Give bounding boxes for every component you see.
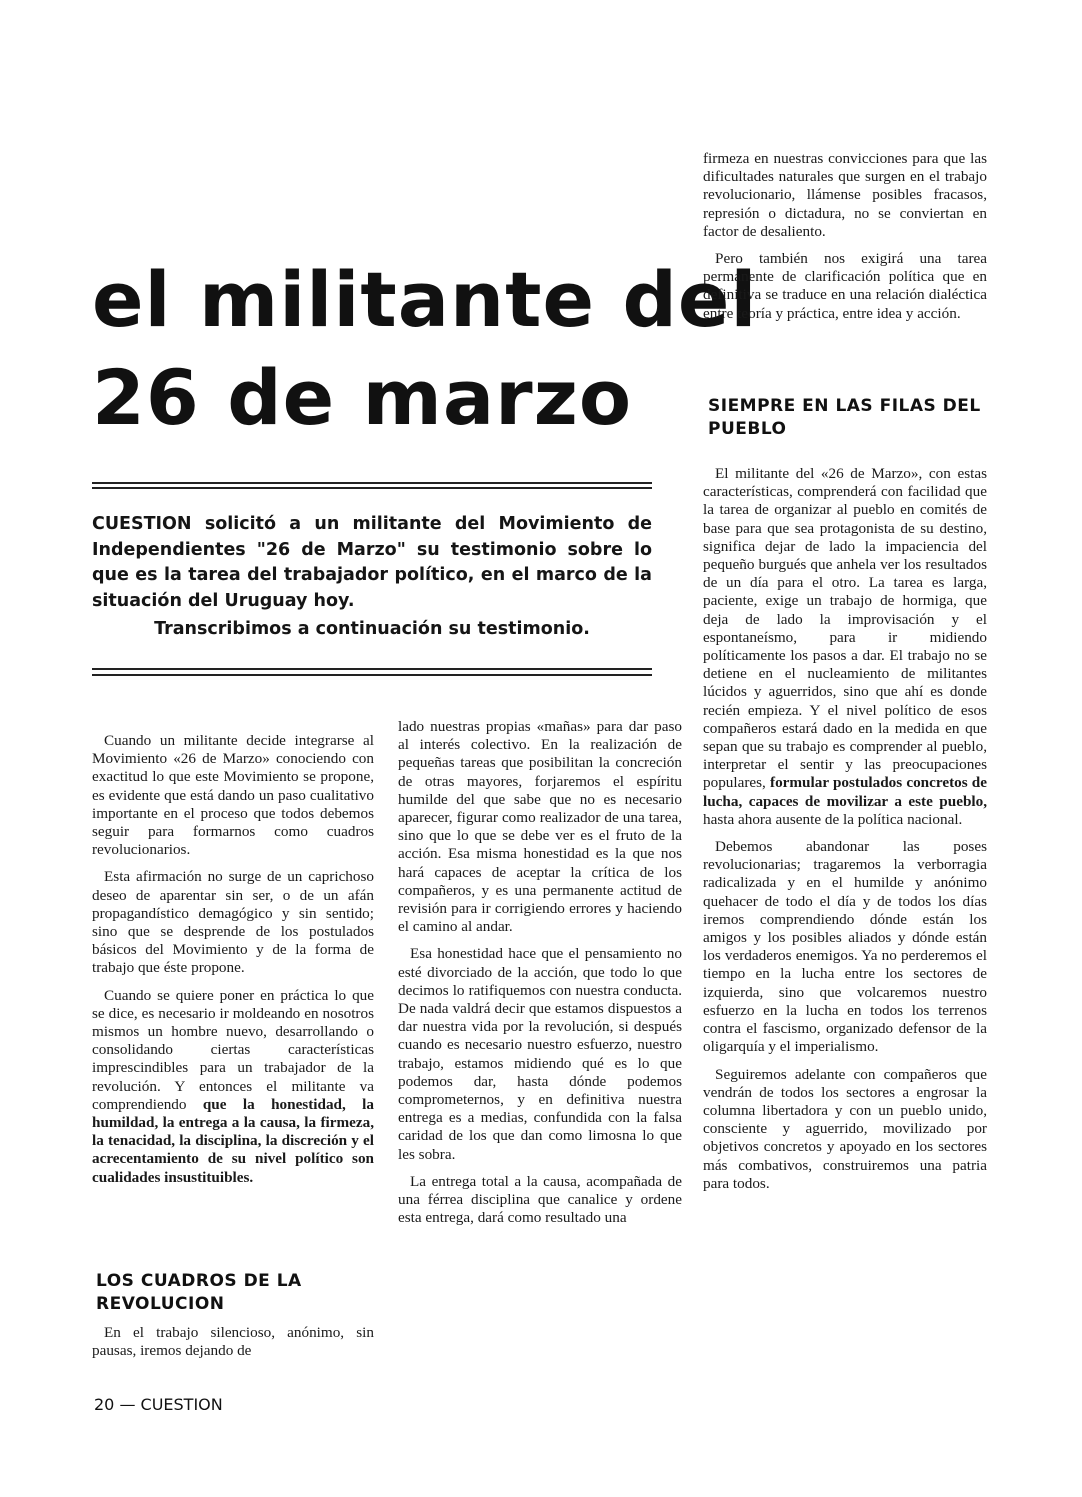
paragraph: firmeza en nuestras convicciones para que las dificultades naturales que surgen en el trabajo revolucionario, llámense posibles fracasos, represión o dictadura, no se conviertan en factor de desaliento.: [703, 150, 987, 240]
column-3: [703, 465, 987, 1193]
paragraph-text: El militante del «26 de Marzo», con estas características, comprenderá con facilidad que la tarea de organizar al pueblo en comités de base para que sea protagonista de su destino, significa dejar de lado la impaciencia del pequeño burgués que anhela ver los resultados de un día para el otro. La tarea es larga, paciente, exige un trabajo de hormiga, que deja de lado la improvisación y el espontaneísmo, para ir midiendo políticamente los pasos a dar. El trabajo no se detiene en el nucleamiento de militantes lúcidos y aguerridos, sino que ahí es donde recién empieza. Y el nivel político de esos compañeros estará dado en la medida en que sepan que su trabajo es comprender al pueblo, interpretar el sentir y las preocupaciones populares,: [703, 465, 987, 792]
paragraph-text: hasta ahora ausente de la política nacional.: [703, 810, 963, 828]
column-1-end: [92, 1324, 374, 1360]
divider: [92, 482, 652, 484]
paragraph: [92, 987, 374, 1187]
article-title-line-1: el militante del: [92, 255, 758, 344]
intro-transcribe: Transcribimos a continuación su testimonio.: [154, 619, 590, 639]
paragraph-bold-text: formular postulados concretos de lucha, capaces de movilizar a este pueblo,: [703, 774, 987, 810]
paragraph: La entrega total a la causa, acompañada de una férrea disciplina que canalice y ordene esta entrega, dará como resultado una: [398, 1172, 682, 1227]
paragraph-bold-text: que la honestidad, la humildad, la entrega a la causa, la firmeza, la tenacidad, la disciplina, la discreción y el acrecentamiento de su nivel político son cualidades insustituibles.: [92, 1095, 374, 1186]
paragraph: Esta afirmación no surge de un caprichoso deseo de aparentar sin ser, o de un afán propagandístico demagógico y sin sentido; sino que se desprende de los postulados básicos del Movimiento y de la forma de trabajo que éste propone.: [92, 868, 374, 977]
paragraph: Esa honestidad hace que el pensamiento no esté divorciado de la acción, que todo lo que decimos lo ratifiquemos con nuestra conducta. De nada valdrá decir que estamos dispuestos a dar nuestra vida por la revolución, si después cuando es necesario nuestro esfuerzo, nuestro trabajo, estamos midiendo qué es lo que podemos dar, hasta dónde podemos comprometernos, y en definitiva nuestra entrega es a medias, confundida con la falsa caridad de los que dan como limosna lo que les sobra.: [398, 945, 682, 1163]
divider: [92, 487, 652, 489]
paragraph: Cuando un militante decide integrarse al Movimiento «26 de Marzo» conociendo con exactitud lo que este Movimiento se propone, es evidente que está dando un paso cualitativo importante en el proceso que todos debemos seguir para formarnos como cuadros revolucionarios.: [92, 732, 374, 859]
paragraph: [703, 465, 987, 829]
paragraph: Debemos abandonar las poses revolucionarias; tragaremos la verborragia radicalizada y en el humilde y anónimo quehacer de todo el día y de todos los días iremos comprendiendo dónde están los amigos y los posibles aliados y dónde están los verdaderos enemigos. Ya no perderemos el tiempo en la lucha entre los sectores de izquierda, sino que volcaremos nuestro esfuerzo en la lucha en todos los terrenos contra el fascismo, organizado defensor de la oligarquía y el imperialismo.: [703, 838, 987, 1056]
paragraph: En el trabajo silencioso, anónimo, sin pausas, iremos dejando de: [92, 1324, 374, 1360]
paragraph: Seguiremos adelante con compañeros que vendrán de todos los sectores a engrosar la columna libertadora y con un pueblo unido, consciente y aguerrido, movilizado por objetivos concretos y apoyado en los sectores más combativos, construiremos una patria para todos.: [703, 1065, 987, 1192]
divider: [92, 674, 652, 676]
page-footer: 20 — CUESTION: [94, 1395, 223, 1414]
column-2: [398, 718, 682, 1227]
paragraph-text: Cuando se quiere poner en práctica lo que se dice, es necesario ir moldeando en nosotros mismos un hombre nuevo, desarrollando o consolidando ciertas características imprescindibles para un trabajador de la revolución. Y entonces el militante va comprendiendo: [92, 986, 374, 1113]
intro-text: CUESTION solicitó a un militante del Movimiento de Independientes "26 de Marzo" su testimonio sobre lo que es la tarea del trabajador político, en el marco de la situación del Uruguay hoy.: [92, 514, 652, 611]
article-title-line-2: 26 de marzo: [92, 353, 633, 442]
divider: [92, 668, 652, 670]
paragraph: lado nuestras propias «mañas» para dar paso al interés colectivo. En la realización de pequeñas tareas que posibilitan la concreción de otras mayores, forjaremos el espíritu humilde del que sabe que no es necesario aparecer, figurar como realizador de una tarea, sino que lo que se debe ver es el fruto de la acción. Esa misma honestidad es la que nos hará capaces de aceptar la crítica de los compañeros, y es una permanente actitud de revisión para ir corrigiendo errores y haciendo el camino al andar.: [398, 718, 682, 936]
paragraph: Pero también nos exigirá una tarea permanente de clarificación política que en definitiva se traduce en una relación dialéctica entre teoría y práctica, entre idea y acción.: [703, 250, 987, 322]
section-heading: SIEMPRE EN LAS FILAS DEL PUEBLO: [708, 396, 981, 439]
section-heading: LOS CUADROS DE LA REVOLUCION: [96, 1271, 302, 1314]
column-3-top: [703, 150, 987, 323]
column-1: [92, 732, 374, 1187]
